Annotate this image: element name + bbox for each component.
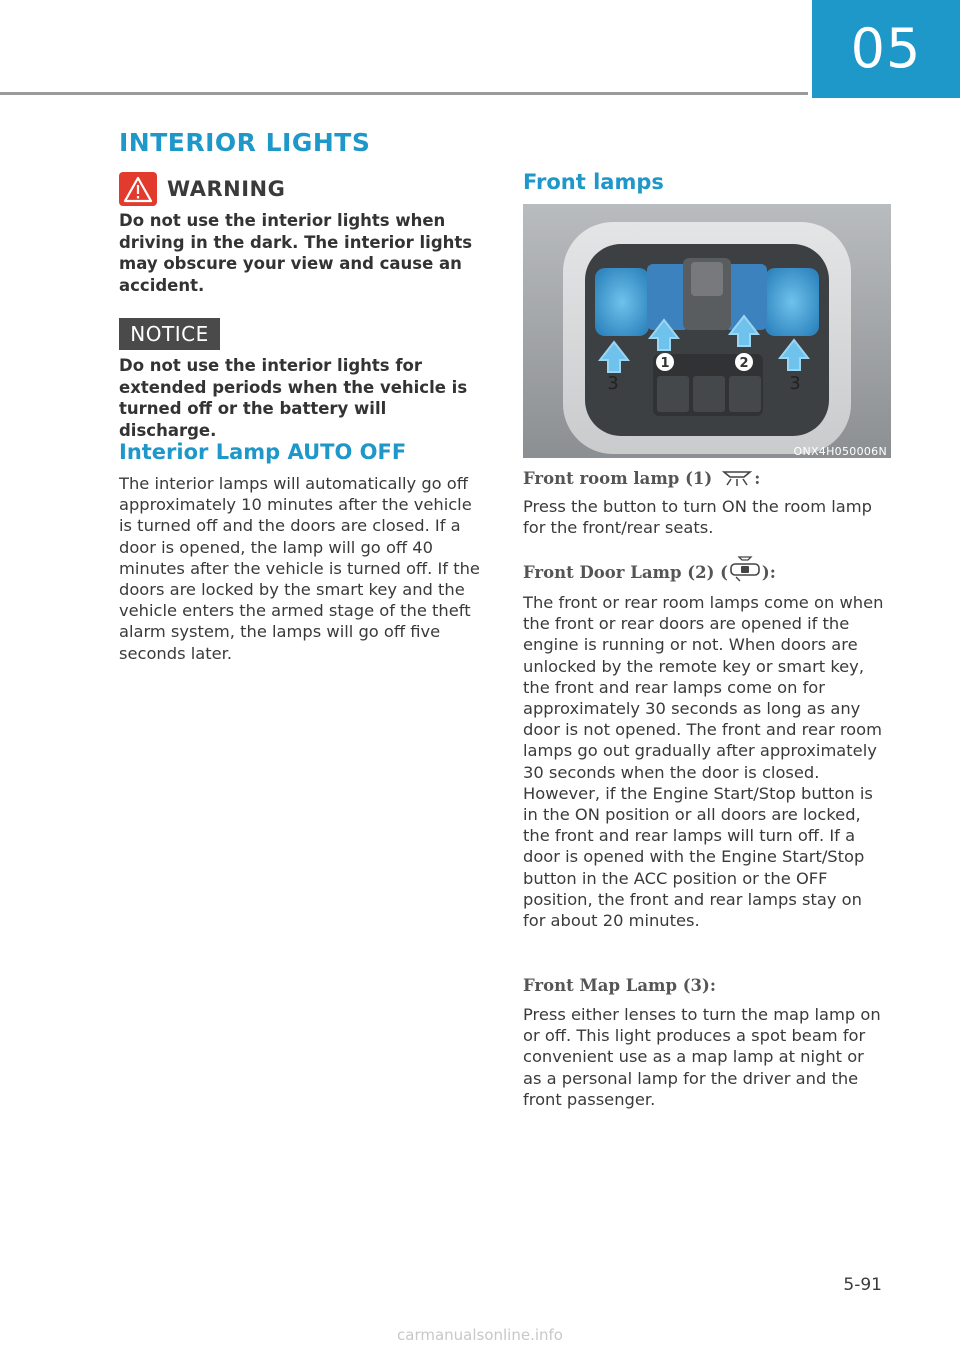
front-door-lamp-text: The front or rear room lamps come on when the front or rear doors are opened if the engine is running or not. When doors are unlocked by the remote key or smart key, the front and rear lamps come on for approximately 30 seconds as long as any door is not opened. The front and rear room lamps go out gradually after approximately 30 seconds when the door is closed. However, if the Engine Start/Stop button is in the ON position or all doors are locked, the front and rear lamps will turn off. If a door is opened with the Engine Start/Stop button in the ACC position or the OFF position, the front and rear lamps stay on for about 20 minutes. — [523, 593, 884, 931]
auto-off-title: Interior Lamp AUTO OFF — [119, 440, 407, 464]
overhead-console-illustration — [523, 204, 891, 458]
chapter-tab: 05 — [812, 0, 960, 98]
warning-text: Do not use the interior lights when driving in the dark. The interior lights may obscure your view and cause an accident. — [119, 211, 473, 295]
callout-1: 1 — [660, 356, 670, 371]
front-room-lamp-heading-suffix: : — [754, 468, 761, 488]
front-map-lamp-heading-text: Front Map Lamp (3): — [523, 976, 716, 995]
warning-triangle-icon — [119, 172, 157, 206]
page-number: 5-91 — [843, 1275, 882, 1295]
front-room-lamp-text: Press the button to turn ON the room lamp for the front/rear seats. — [523, 497, 872, 538]
watermark: carmanualsonline.info — [397, 1326, 563, 1344]
image-code: ONX4H050006N — [793, 445, 887, 458]
warning-label: WARNING — [167, 177, 286, 201]
front-lamps-photo — [523, 204, 891, 458]
notice-badge: NOTICE — [119, 318, 220, 350]
warning-heading — [119, 172, 285, 206]
room-lamp-icon — [720, 468, 754, 488]
front-map-lamp-heading — [523, 976, 716, 995]
callout-3-left: 3 — [607, 373, 619, 394]
callout-3-right: 3 — [789, 373, 801, 394]
front-door-lamp-heading-text: Front Door Lamp (2) ( — [523, 563, 728, 582]
front-map-lamp-text: Press either lenses to turn the map lamp on or off. This light produces a spot beam for convenient use as a map lamp at night or as a personal lamp for the driver and the front passenger. — [523, 1005, 881, 1109]
auto-off-text: The interior lamps will automatically go off approximately 10 minutes after the vehicle is turned off and the doors are closed. If a door is opened, the lamp will go off 40 minutes after the vehicle is turned off. If the doors are locked by the smart key and the vehicle enters the armed stage of the theft alarm system, the lamps will go off five seconds later. — [119, 474, 480, 663]
front-room-lamp-heading — [523, 468, 760, 488]
header-rule — [0, 92, 808, 95]
notice-text: Do not use the interior lights for extended periods when the vehicle is turned off or the battery will discharge. — [119, 356, 468, 440]
front-lamps-title: Front lamps — [523, 170, 664, 194]
front-room-lamp-heading-text: Front room lamp (1) — [523, 468, 713, 488]
front-door-lamp-heading-suffix: ): — [761, 563, 776, 582]
callout-2: 2 — [739, 356, 749, 371]
section-title: INTERIOR LIGHTS — [119, 128, 371, 157]
front-door-lamp-heading — [523, 563, 776, 582]
door-lamp-icon — [728, 556, 762, 582]
